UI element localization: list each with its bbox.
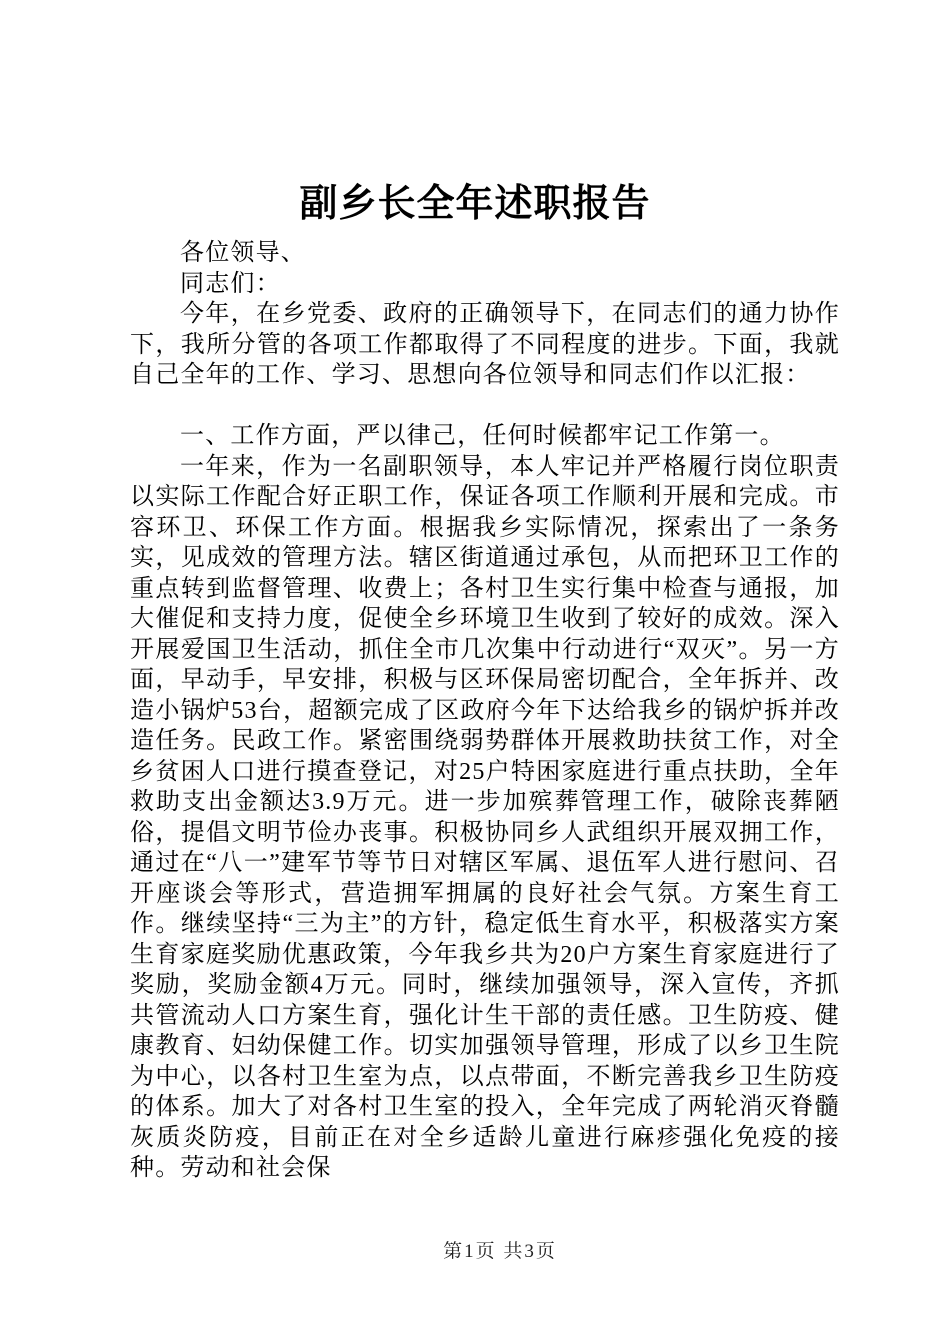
- page-number-label: 第1页 共3页: [443, 1241, 557, 1262]
- document-title: 副乡长全年述职报告: [299, 183, 651, 225]
- paragraph: 一、工作方面，严以律己，任何时候都牢记工作第一。: [180, 423, 785, 449]
- document-body: [130, 238, 840, 1184]
- paragraph: 各位领导、: [180, 240, 306, 266]
- paragraph: 今年，在乡党委、政府的正确领导下，在同志们的通力协作下，我所分管的各项工作都取得了不同程度的进步。下面，我就自己全年的工作、学习、思想向各位领导和同志们作以汇报：: [130, 301, 840, 388]
- paragraph: 同志们：: [180, 270, 281, 297]
- paragraph: 一年来，作为一名副职领导，本人牢记并严格履行岗位职责以实际工作配合好正职工作，保证各项工作顺利开展和完成。市容环卫、环保工作方面。根据我乡实际情况，探索出了一条务实，见成效的管理方法。辖区街道通过承包，从而把环卫工作的重点转到监督管理、收费上；各村卫生实行集中检查与通报，加大催促和支持力度，促使全乡环境卫生收到了较好的成效。深入开展爱国卫生活动，抓住全市几次集中行动进行“双灭”。另一方面，早动手，早安排，积极与区环保局密切配合，全年拆并、改造小锅炉53台，超额完成了区政府今年下达给我乡的锅炉拆并改造任务。民政工作。紧密围绕弱势群体开展救助扶贫工作，对全乡贫困人口进行摸查登记，对25户特困家庭进行重点扶助，全年救助支出金额达3.9万元。进一步加殡葬管理工作，破除丧葬陋俗，提倡文明节俭办丧事。积极协同乡人武组织开展双拥工作，通过在“八一”建军节等节日对辖区军属、退伍军人进行慰问、召开座谈会等形式，营造拥军拥属的良好社会气氛。方案生育工作。继续坚持“三为主”的方针，稳定低生育水平，积极落实方案生育家庭奖励优惠政策，今年我乡共为20户方案生育家庭进行了奖励，奖励金额4万元。同时，继续加强领导，深入宣传，齐抓共管流动人口方案生育，强化计生干部的责任感。卫生防疫、健康教育、妇幼保健工作。切实加强领导管理，形成了以乡卫生院为中心，以各村卫生室为点，以点带面，不断完善我乡卫生防疫的体系。加大了对各村卫生室的投入，全年完成了两轮消灭脊髓灰质炎防疫，目前正在对全乡适龄儿童进行麻疹强化免疫的接种。劳动和社会保: [130, 453, 840, 1181]
- blank-line: [130, 391, 840, 422]
- page-footer: [0, 1240, 950, 1264]
